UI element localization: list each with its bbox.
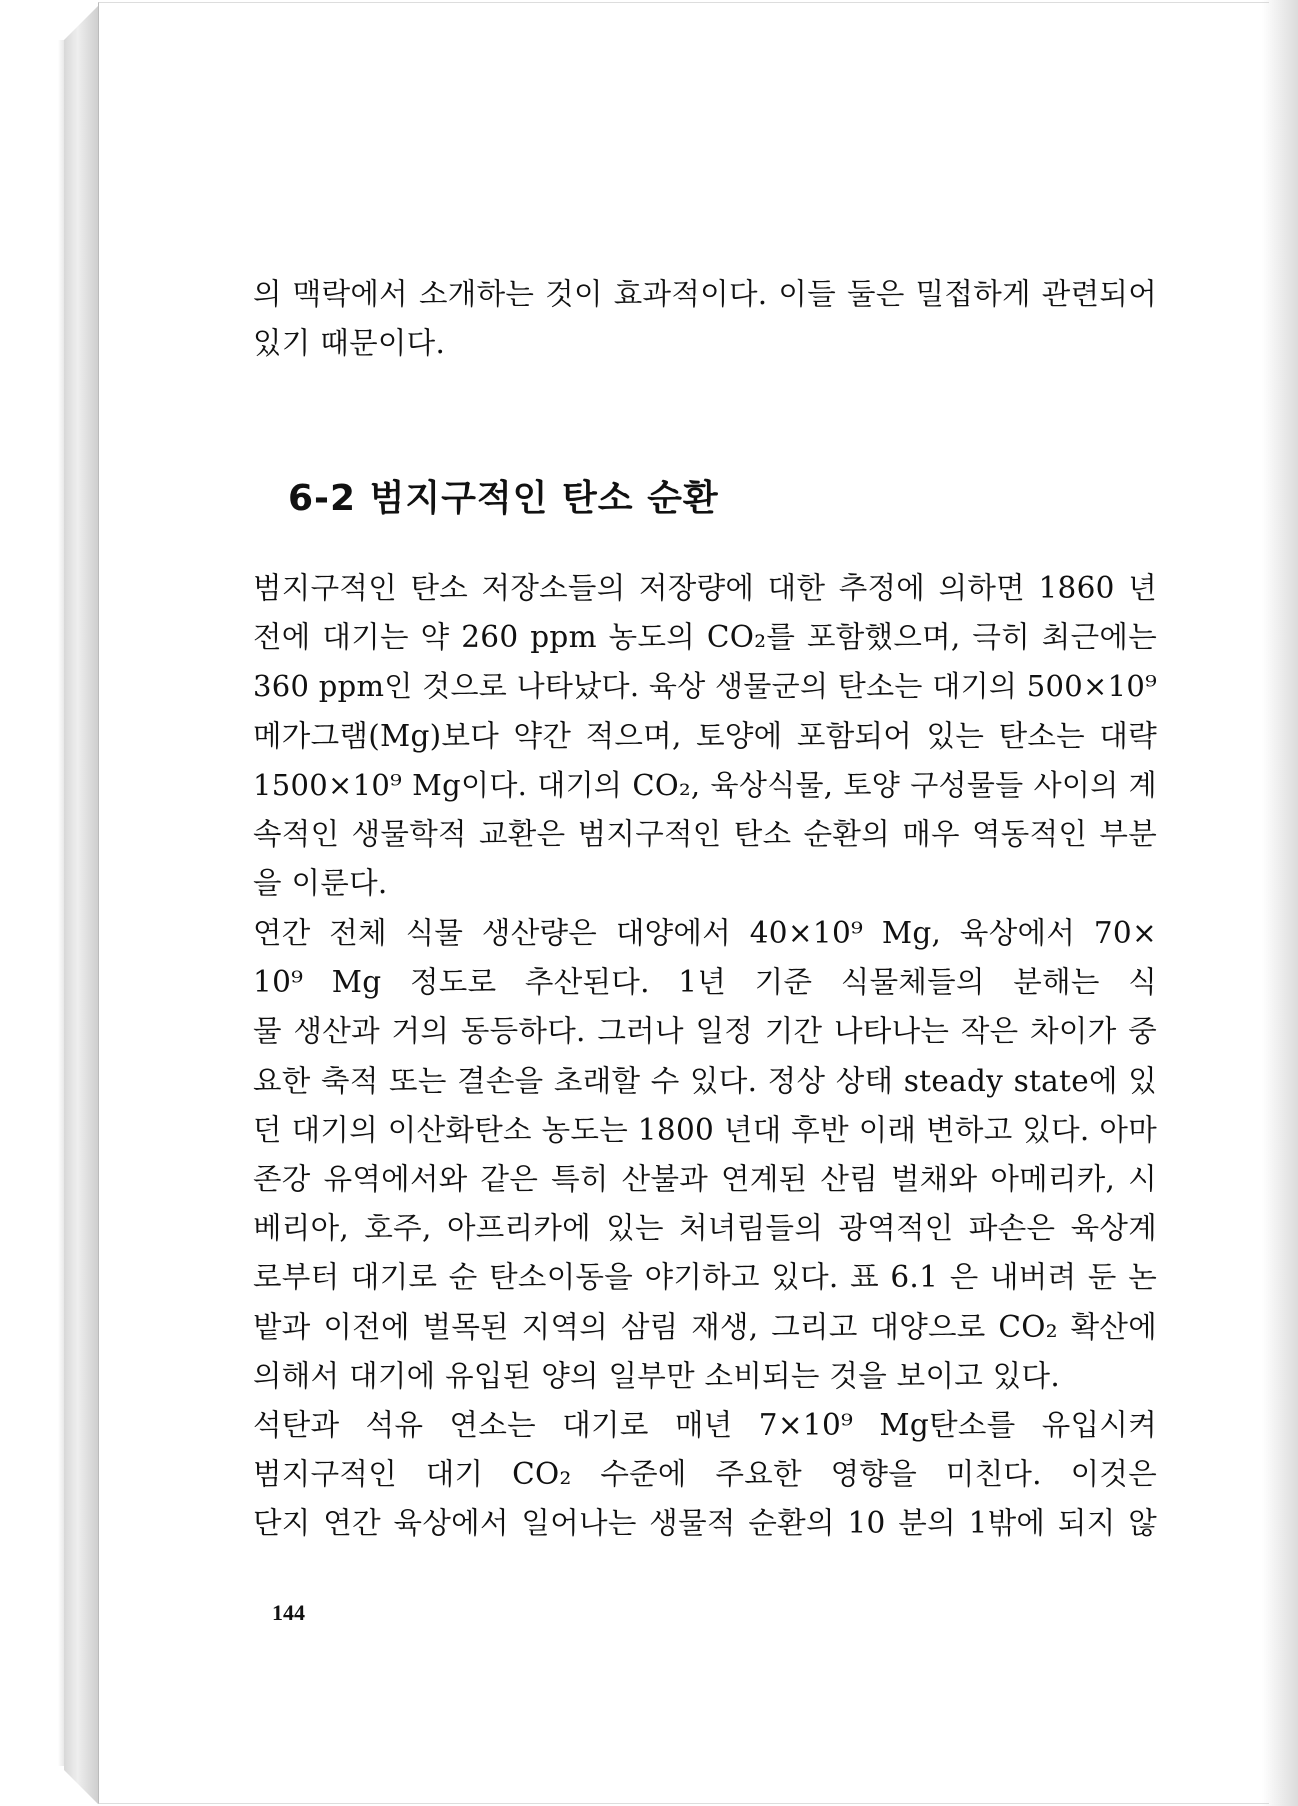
text-line: 던 대기의 이산화탄소 농도는 1800 년대 후반 이래 변하고 있다. 아마 bbox=[253, 1112, 1157, 1147]
text-line: 베리아, 호주, 아프리카에 있는 처녀림들의 광역적인 파손은 육상계 bbox=[253, 1211, 1157, 1246]
text-line: 존강 유역에서와 같은 특히 산불과 연계된 산림 벌채와 아메리카, 시 bbox=[253, 1162, 1157, 1197]
text-line: 1500×10⁹ Mg이다. 대기의 CO₂, 육상식물, 토양 구성물들 사이의 계 bbox=[253, 767, 1157, 802]
text-line: 석탄과 석유 연소는 대기로 매년 7×10⁹ Mg탄소를 유입시켜 bbox=[253, 1408, 1157, 1442]
text-line: 범지구적인 탄소 저장소들의 저장량에 대한 추정에 의하면 1860 년 bbox=[253, 571, 1157, 605]
text-line: 속적인 생물학적 교환은 범지구적인 탄소 순환의 매우 역동적인 부분 bbox=[253, 817, 1157, 852]
text-line: 의해서 대기에 유입된 양의 일부만 소비되는 것을 보이고 있다. bbox=[253, 1358, 1061, 1393]
text-line: 있기 때문이다. bbox=[253, 326, 446, 361]
section-heading: 6-2 범지구적인 탄소 순환 bbox=[288, 478, 719, 519]
text-line: 연간 전체 식물 생산량은 대양에서 40×10⁹ Mg, 육상에서 70× bbox=[253, 916, 1157, 950]
text-line: 의 맥락에서 소개하는 것이 효과적이다. 이들 둘은 밀접하게 관련되어 bbox=[253, 277, 1157, 311]
paragraph-2 bbox=[253, 909, 1157, 1401]
text-line: 물 생산과 거의 동등하다. 그러나 일정 기간 나타나는 작은 차이가 중 bbox=[253, 1014, 1157, 1049]
text-line: 밭과 이전에 벌목된 지역의 삼림 재생, 그리고 대양으로 CO₂ 확산에 bbox=[253, 1309, 1157, 1344]
page-number: 144 bbox=[272, 1600, 305, 1625]
text-line: 단지 연간 육상에서 일어나는 생물적 순환의 10 분의 1밖에 되지 않 bbox=[253, 1506, 1157, 1541]
text-line: 을 이룬다. bbox=[253, 866, 388, 901]
intro-paragraph bbox=[253, 270, 1157, 368]
text-line: 360 ppm인 것으로 나타났다. 육상 생물군의 탄소는 대기의 500×10⁹ bbox=[253, 669, 1158, 704]
text-line: 요한 축적 또는 결손을 초래할 수 있다. 정상 상태 steady state에 있 bbox=[253, 1063, 1157, 1098]
page-edge-shade bbox=[1262, 0, 1298, 1806]
paragraph-3 bbox=[253, 1401, 1157, 1549]
text-line: 로부터 대기로 순 탄소이동을 야기하고 있다. 표 6.1 은 내버려 둔 논 bbox=[253, 1260, 1157, 1295]
text-line: 전에 대기는 약 260 ppm 농도의 CO₂를 포함했으며, 극히 최근에는 bbox=[253, 620, 1157, 655]
text-line: 10⁹ Mg 정도로 추산된다. 1년 기준 식물체들의 분해는 식 bbox=[253, 965, 1157, 1000]
text-line: 범지구적인 대기 CO₂ 수준에 주요한 영향을 미친다. 이것은 bbox=[253, 1457, 1157, 1492]
paragraph-1 bbox=[253, 564, 1157, 908]
book-spine bbox=[64, 6, 98, 1804]
text-line: 메가그램(Mg)보다 약간 적으며, 토양에 포함되어 있는 탄소는 대략 bbox=[253, 718, 1157, 753]
